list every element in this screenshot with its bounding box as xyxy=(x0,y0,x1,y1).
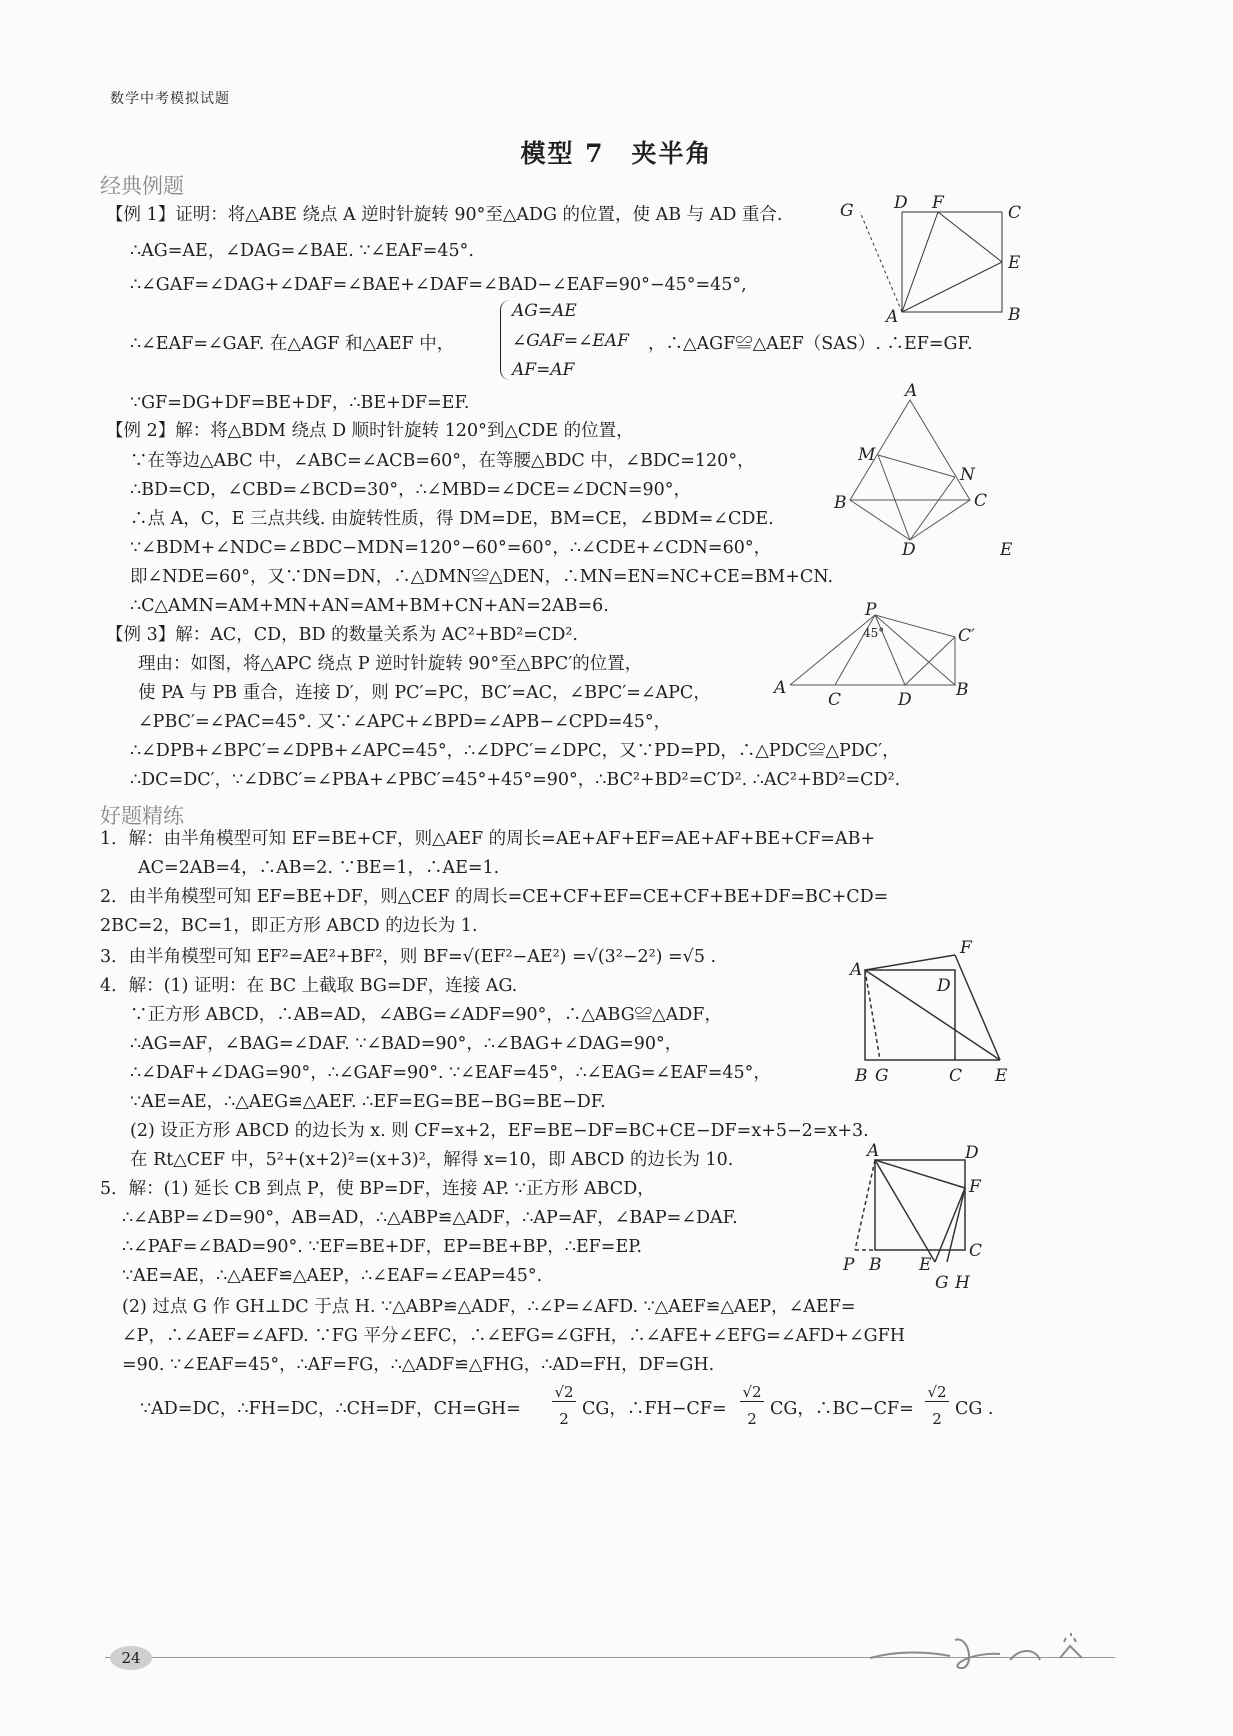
label-c: C xyxy=(949,1066,963,1086)
text-line: ∠P，∴∠AEF=∠AFD. ∵FG 平分∠EFC，∴∠EFG=∠GFH，∴∠AFE+∠EFG=∠AFD+∠GFH xyxy=(122,1326,906,1346)
text-line: 使 PA 与 PB 重合，连接 D′，则 PC′=PC，BC′=AC，∠BPC′=∠APC， xyxy=(138,683,711,703)
label-e: E xyxy=(919,1255,932,1275)
text-line: ∵AE=AE，∴△AEF≌△AEP，∴∠EAF=∠EAP=45°. xyxy=(122,1266,543,1286)
label-f: F xyxy=(969,1177,981,1197)
text-line: ∴BD=CD，∠CBD=∠BCD=30°，∴∠MBD=∠DCE=∠DCN=90°， xyxy=(130,480,692,500)
text-line: 2BC=2，BC=1，即正方形 ABCD 的边长为 1. xyxy=(100,916,478,936)
text-line: ∴∠DPB+∠BPC′=∠DPB+∠APC=45°，∴∠DPC′=∠DPC，又∵PD=PD，∴△PDC≌△PDC′， xyxy=(130,741,900,761)
label-a: A xyxy=(867,1141,880,1161)
text-line: 理由：如图，将△APC 绕点 P 逆时针旋转 90°至△BPC′的位置， xyxy=(138,654,643,674)
text-line: ∵∠BDM+∠NDC=∠BDC−MDN=120°−60°=60°，∴∠CDE+∠CDN=60°， xyxy=(130,538,772,558)
label-c-prime: C′ xyxy=(958,626,975,646)
text-line: ∴DC=DC′，∵∠DBC′=∠PBA+∠PBC′=45°+45°=90°，∴BC²+BD²=C′D². ∴AC²+BD²=CD². xyxy=(130,770,901,790)
text-line: 5．解：(1) 延长 CB 到点 P，使 BP=DF，连接 AP. ∵正方形 ABCD， xyxy=(100,1179,655,1199)
label-f: F xyxy=(960,938,972,958)
system-eq: AF=AF xyxy=(512,360,575,380)
figure-problem-5 xyxy=(835,1140,1015,1300)
fraction-numerator: √2 xyxy=(552,1383,576,1402)
label-p: P xyxy=(843,1255,855,1275)
text-line: 【例 3】解：AC，CD，BD 的数量关系为 AC²+BD²=CD². xyxy=(106,625,578,645)
text-line: ∵AD=DC，∴FH=DC，∴CH=DF，CH=GH= xyxy=(140,1399,521,1419)
label-g: G xyxy=(840,201,854,221)
label-p: P xyxy=(865,600,877,620)
text-line: (2) 设正方形 ABCD 的边长为 x. 则 CF=x+2，EF=BE−DF=BC+CE−DF=x+5−2=x+3. xyxy=(130,1121,869,1141)
text-line: ∵AE=AE，∴△AEG≌△AEF. ∴EF=EG=BE−BG=BE−DF. xyxy=(130,1092,606,1112)
page-number: 24 xyxy=(110,1646,152,1670)
fraction-denominator: 2 xyxy=(559,1410,569,1428)
label-a: A xyxy=(850,960,863,980)
label-c: C xyxy=(1008,203,1022,223)
text-line: ∠PBC′=∠PAC=45°. 又∵∠APC+∠BPD=∠APB−∠CPD=45°， xyxy=(138,712,672,732)
text-line: ∴AG=AE，∠DAG=∠BAE. ∵∠EAF=45°. xyxy=(130,241,474,261)
text-line: ∴∠GAF=∠DAG+∠DAF=∠BAE+∠DAF=∠BAD−∠EAF=90°−45°=45°, xyxy=(130,275,747,295)
label-b: B xyxy=(1008,305,1021,325)
text-line: 1．解：由半角模型可知 EF=BE+CF，则△AEF 的周长=AE+AF+EF=AE+AF+BE+CF=AB+ xyxy=(100,829,876,849)
figure-problem-4 xyxy=(845,935,1045,1085)
label-c: C xyxy=(828,690,842,710)
label-e: E xyxy=(1008,253,1021,273)
label-c: C xyxy=(969,1241,983,1261)
section-classic-examples: 经典例题 xyxy=(100,174,184,198)
label-a: A xyxy=(905,381,918,401)
text-line: 2．由半角模型可知 EF=BE+DF，则△CEF 的周长=CE+CF+EF=CE+CF+BE+DF=BC+CD= xyxy=(100,887,889,907)
text-line: 在 Rt△CEF 中，5²+(x+2)²=(x+3)²，解得 x=10，即 ABCD 的边长为 10. xyxy=(130,1150,734,1170)
label-n: N xyxy=(960,465,975,485)
text-line: 3．由半角模型可知 EF²=AE²+BF²，则 BF=√(EF²−AE²) =√(3²−2²) =√5 . xyxy=(100,947,717,967)
label-d: D xyxy=(937,976,951,996)
text-line: AC=2AB=4，∴AB=2. ∵BE=1，∴AE=1. xyxy=(138,858,500,878)
label-angle: 45° xyxy=(863,626,885,640)
text-line: 4．解：(1) 证明：在 BC 上截取 BG=DF，连接 AG. xyxy=(100,976,518,996)
text-line: =90. ∵∠EAF=45°，∴AF=FG，∴△ADF≌△FHG，∴AD=FH，DF=GH. xyxy=(122,1355,715,1375)
text-line: 即∠NDE=60°，又∵DN=DN，∴△DMN≌△DEN，∴MN=EN=NC+CE=BM+CN. xyxy=(130,567,834,587)
fraction-numerator: √2 xyxy=(925,1383,949,1402)
equation-brace xyxy=(500,300,511,380)
label-d: D xyxy=(902,540,916,560)
label-d: D xyxy=(894,193,908,213)
text-line: ，∴△AGF≌△AEF（SAS）. ∴EF=GF. xyxy=(648,334,973,354)
figure-example-2 xyxy=(830,380,1030,560)
fraction-denominator: 2 xyxy=(747,1410,757,1428)
text-line: ∴∠PAF=∠BAD=90°. ∵EF=BE+DF，EP=BE+BP，∴EF=EP. xyxy=(122,1237,643,1257)
section-practice: 好题精练 xyxy=(100,804,184,828)
label-b: B xyxy=(956,680,969,700)
text-line: ∵在等边△ABC 中，∠ABC=∠ACB=60°，在等腰△BDC 中，∠BDC=120°， xyxy=(130,451,755,471)
label-a: A xyxy=(774,678,787,698)
label-e: E xyxy=(1000,540,1013,560)
fraction-numerator: √2 xyxy=(740,1383,764,1402)
page-title: 模型 7 夹半角 xyxy=(520,139,713,168)
text-line: ∵GF=DG+DF=BE+DF，∴BE+DF=EF. xyxy=(130,393,470,413)
label-h: H xyxy=(955,1273,970,1293)
running-header: 数学中考模拟试题 xyxy=(110,91,230,107)
text-line: 【例 1】证明：将△ABE 绕点 A 逆时针旋转 90°至△ADG 的位置，使 AB 与 AD 重合. xyxy=(106,205,783,225)
text-line: ∵正方形 ABCD，∴AB=AD，∠ABG=∠ADF=90°，∴△ABG≌△ADF， xyxy=(130,1005,722,1025)
system-eq: AG=AE xyxy=(512,301,577,321)
label-m: M xyxy=(858,445,876,465)
footer-ornament-icon xyxy=(860,1630,1120,1680)
label-d: D xyxy=(965,1143,979,1163)
label-b: B xyxy=(855,1066,868,1086)
label-e: E xyxy=(995,1066,1008,1086)
text-line: ∴点 A，C，E 三点共线. 由旋转性质，得 DM=DE，BM=CE，∠BDM=∠CDE. xyxy=(130,509,774,529)
label-b: B xyxy=(869,1255,882,1275)
text-line: ∴∠EAF=∠GAF. 在△AGF 和△AEF 中， xyxy=(130,334,455,354)
fraction-denominator: 2 xyxy=(932,1410,942,1428)
system-eq: ∠GAF=∠EAF xyxy=(512,331,629,351)
label-c: C xyxy=(974,491,988,511)
label-f: F xyxy=(932,193,944,213)
label-g: G xyxy=(935,1273,949,1293)
text-line: 【例 2】解：将△BDM 绕点 D 顺时针旋转 120°到△CDE 的位置， xyxy=(106,421,634,441)
text-line: CG，∴BC−CF= xyxy=(770,1399,914,1419)
label-d: D xyxy=(898,690,912,710)
label-g: G xyxy=(875,1066,889,1086)
text-line: ∴AG=AF，∠BAG=∠DAF. ∵∠BAD=90°，∴∠BAG+∠DAG=90°， xyxy=(130,1034,683,1054)
text-line: ∴∠DAF+∠DAG=90°，∴∠GAF=90°. ∵∠EAF=45°，∴∠EAG=∠EAF=45°， xyxy=(130,1063,771,1083)
text-line: ∴C△AMN=AM+MN+AN=AM+BM+CN+AN=2AB=6. xyxy=(130,596,609,616)
text-line: ∴∠ABP=∠D=90°，AB=AD，∴△ABP≌△ADF，∴AP=AF，∠BAP=∠DAF. xyxy=(122,1208,738,1228)
text-line: CG，∴FH−CF= xyxy=(582,1399,727,1419)
figure-example-3 xyxy=(774,600,980,720)
text-line: (2) 过点 G 作 GH⊥DC 于点 H. ∵△ABP≌△ADF，∴∠P=∠AFD. ∵△AEF≌△AEP，∠AEF= xyxy=(122,1297,856,1317)
label-a: A xyxy=(886,307,899,327)
figure-example-1 xyxy=(830,190,1050,330)
text-line: CG . xyxy=(955,1399,994,1419)
label-b: B xyxy=(834,493,847,513)
